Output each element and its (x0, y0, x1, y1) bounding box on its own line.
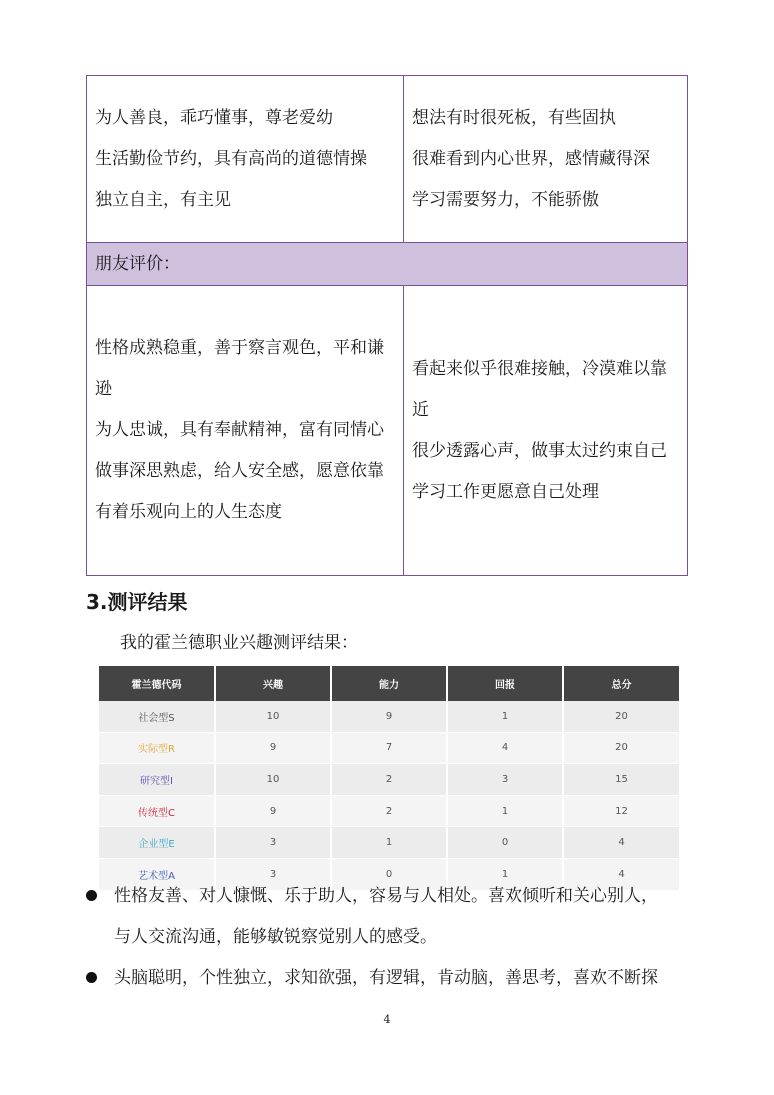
ability-cell: 0 (331, 858, 447, 890)
page-number: 4 (383, 1013, 391, 1026)
reward-cell: 0 (447, 827, 563, 859)
intro-text: 我的霍兰德职业兴趣测评结果： (120, 633, 358, 653)
list-item (86, 958, 696, 999)
interest-cell: 3 (215, 858, 331, 890)
interest-cell: 10 (215, 764, 331, 796)
ability-cell: 9 (331, 701, 447, 732)
reward-cell: 4 (447, 732, 563, 764)
reward-cell: 1 (447, 858, 563, 890)
code-cell: 社会型S (99, 701, 215, 732)
table-row (99, 795, 679, 827)
text-line: 为人善良，乖巧懂事，尊老爱幼 (95, 107, 333, 128)
code-cell: 艺术型A (99, 858, 215, 890)
bullet-dot-icon (86, 972, 97, 983)
table-row (99, 701, 679, 732)
header-interest: 兴趣 (215, 666, 331, 701)
text-line: 性格成熟稳重，善于察言观色，平和谦逊 (95, 338, 384, 399)
friend-strengths-cell (87, 286, 404, 576)
total-cell: 20 (563, 701, 679, 732)
total-cell: 15 (563, 764, 679, 796)
text-line: 与人交流沟通，能够敏锐察觉别人的感受。 (114, 927, 437, 947)
header-code: 霍兰德代码 (99, 666, 215, 701)
text-line: 为人忠诚，具有奉献精神，富有同情心 (95, 420, 384, 440)
text-line: 独立自主，有主见 (95, 189, 231, 210)
table-row (99, 764, 679, 796)
bullet-dot-icon (86, 890, 97, 901)
total-cell: 20 (563, 732, 679, 764)
text-line: 看起来似乎很难接触，冷漠难以靠近 (412, 358, 667, 420)
ability-cell: 7 (331, 732, 447, 764)
self-weaknesses-cell (404, 76, 688, 243)
text-line: 有着乐观向上的人生态度 (95, 502, 282, 522)
friend-evaluation-header: 朋友评价： (87, 243, 688, 286)
table-row (99, 732, 679, 764)
interest-cell: 9 (215, 795, 331, 827)
code-cell: 企业型E (99, 827, 215, 859)
total-cell: 12 (563, 795, 679, 827)
self-strengths-cell (87, 76, 404, 243)
header-reward: 回报 (447, 666, 563, 701)
reward-cell: 1 (447, 795, 563, 827)
text-line: 头脑聪明，个性独立，求知欲强，有逻辑，肯动脑，善思考，喜欢不断探 (114, 968, 658, 988)
interest-cell: 3 (215, 827, 331, 859)
section-title: 3.测评结果 (86, 590, 188, 614)
text-line: 想法有时很死板，有些固执 (412, 107, 616, 128)
ability-cell: 2 (331, 764, 447, 796)
reward-cell: 3 (447, 764, 563, 796)
interest-cell: 10 (215, 701, 331, 732)
interest-cell: 9 (215, 732, 331, 764)
text-line: 学习工作更愿意自己处理 (412, 481, 599, 502)
total-cell: 4 (563, 827, 679, 859)
text-line: 学习需要努力，不能骄傲 (412, 189, 599, 210)
text-line: 很少透露心声，做事太过约束自己 (412, 440, 667, 461)
text-line: 生活勤俭节约，具有高尚的道德情操 (95, 148, 367, 169)
table-row (99, 827, 679, 859)
code-cell: 实际型R (99, 732, 215, 764)
ability-cell: 2 (331, 795, 447, 827)
text-line: 做事深思熟虑，给人安全感，愿意依靠 (95, 461, 384, 481)
friend-weaknesses-cell (404, 286, 688, 576)
header-total: 总分 (563, 666, 679, 701)
list-item (86, 876, 696, 958)
ability-cell: 1 (331, 827, 447, 859)
code-cell: 研究型I (99, 764, 215, 796)
text-line: 性格友善、对人慷慨、乐于助人，容易与人相处。喜欢倾听和关心别人， (114, 886, 658, 906)
header-ability: 能力 (331, 666, 447, 701)
evaluation-table (86, 75, 688, 576)
holland-result-table (99, 666, 679, 891)
reward-cell: 1 (447, 701, 563, 732)
total-cell: 4 (563, 858, 679, 890)
holland-header-row (99, 666, 679, 701)
text-line: 很难看到内心世界，感情藏得深 (412, 148, 650, 169)
code-cell: 传统型C (99, 795, 215, 827)
bullet-list (86, 876, 696, 999)
